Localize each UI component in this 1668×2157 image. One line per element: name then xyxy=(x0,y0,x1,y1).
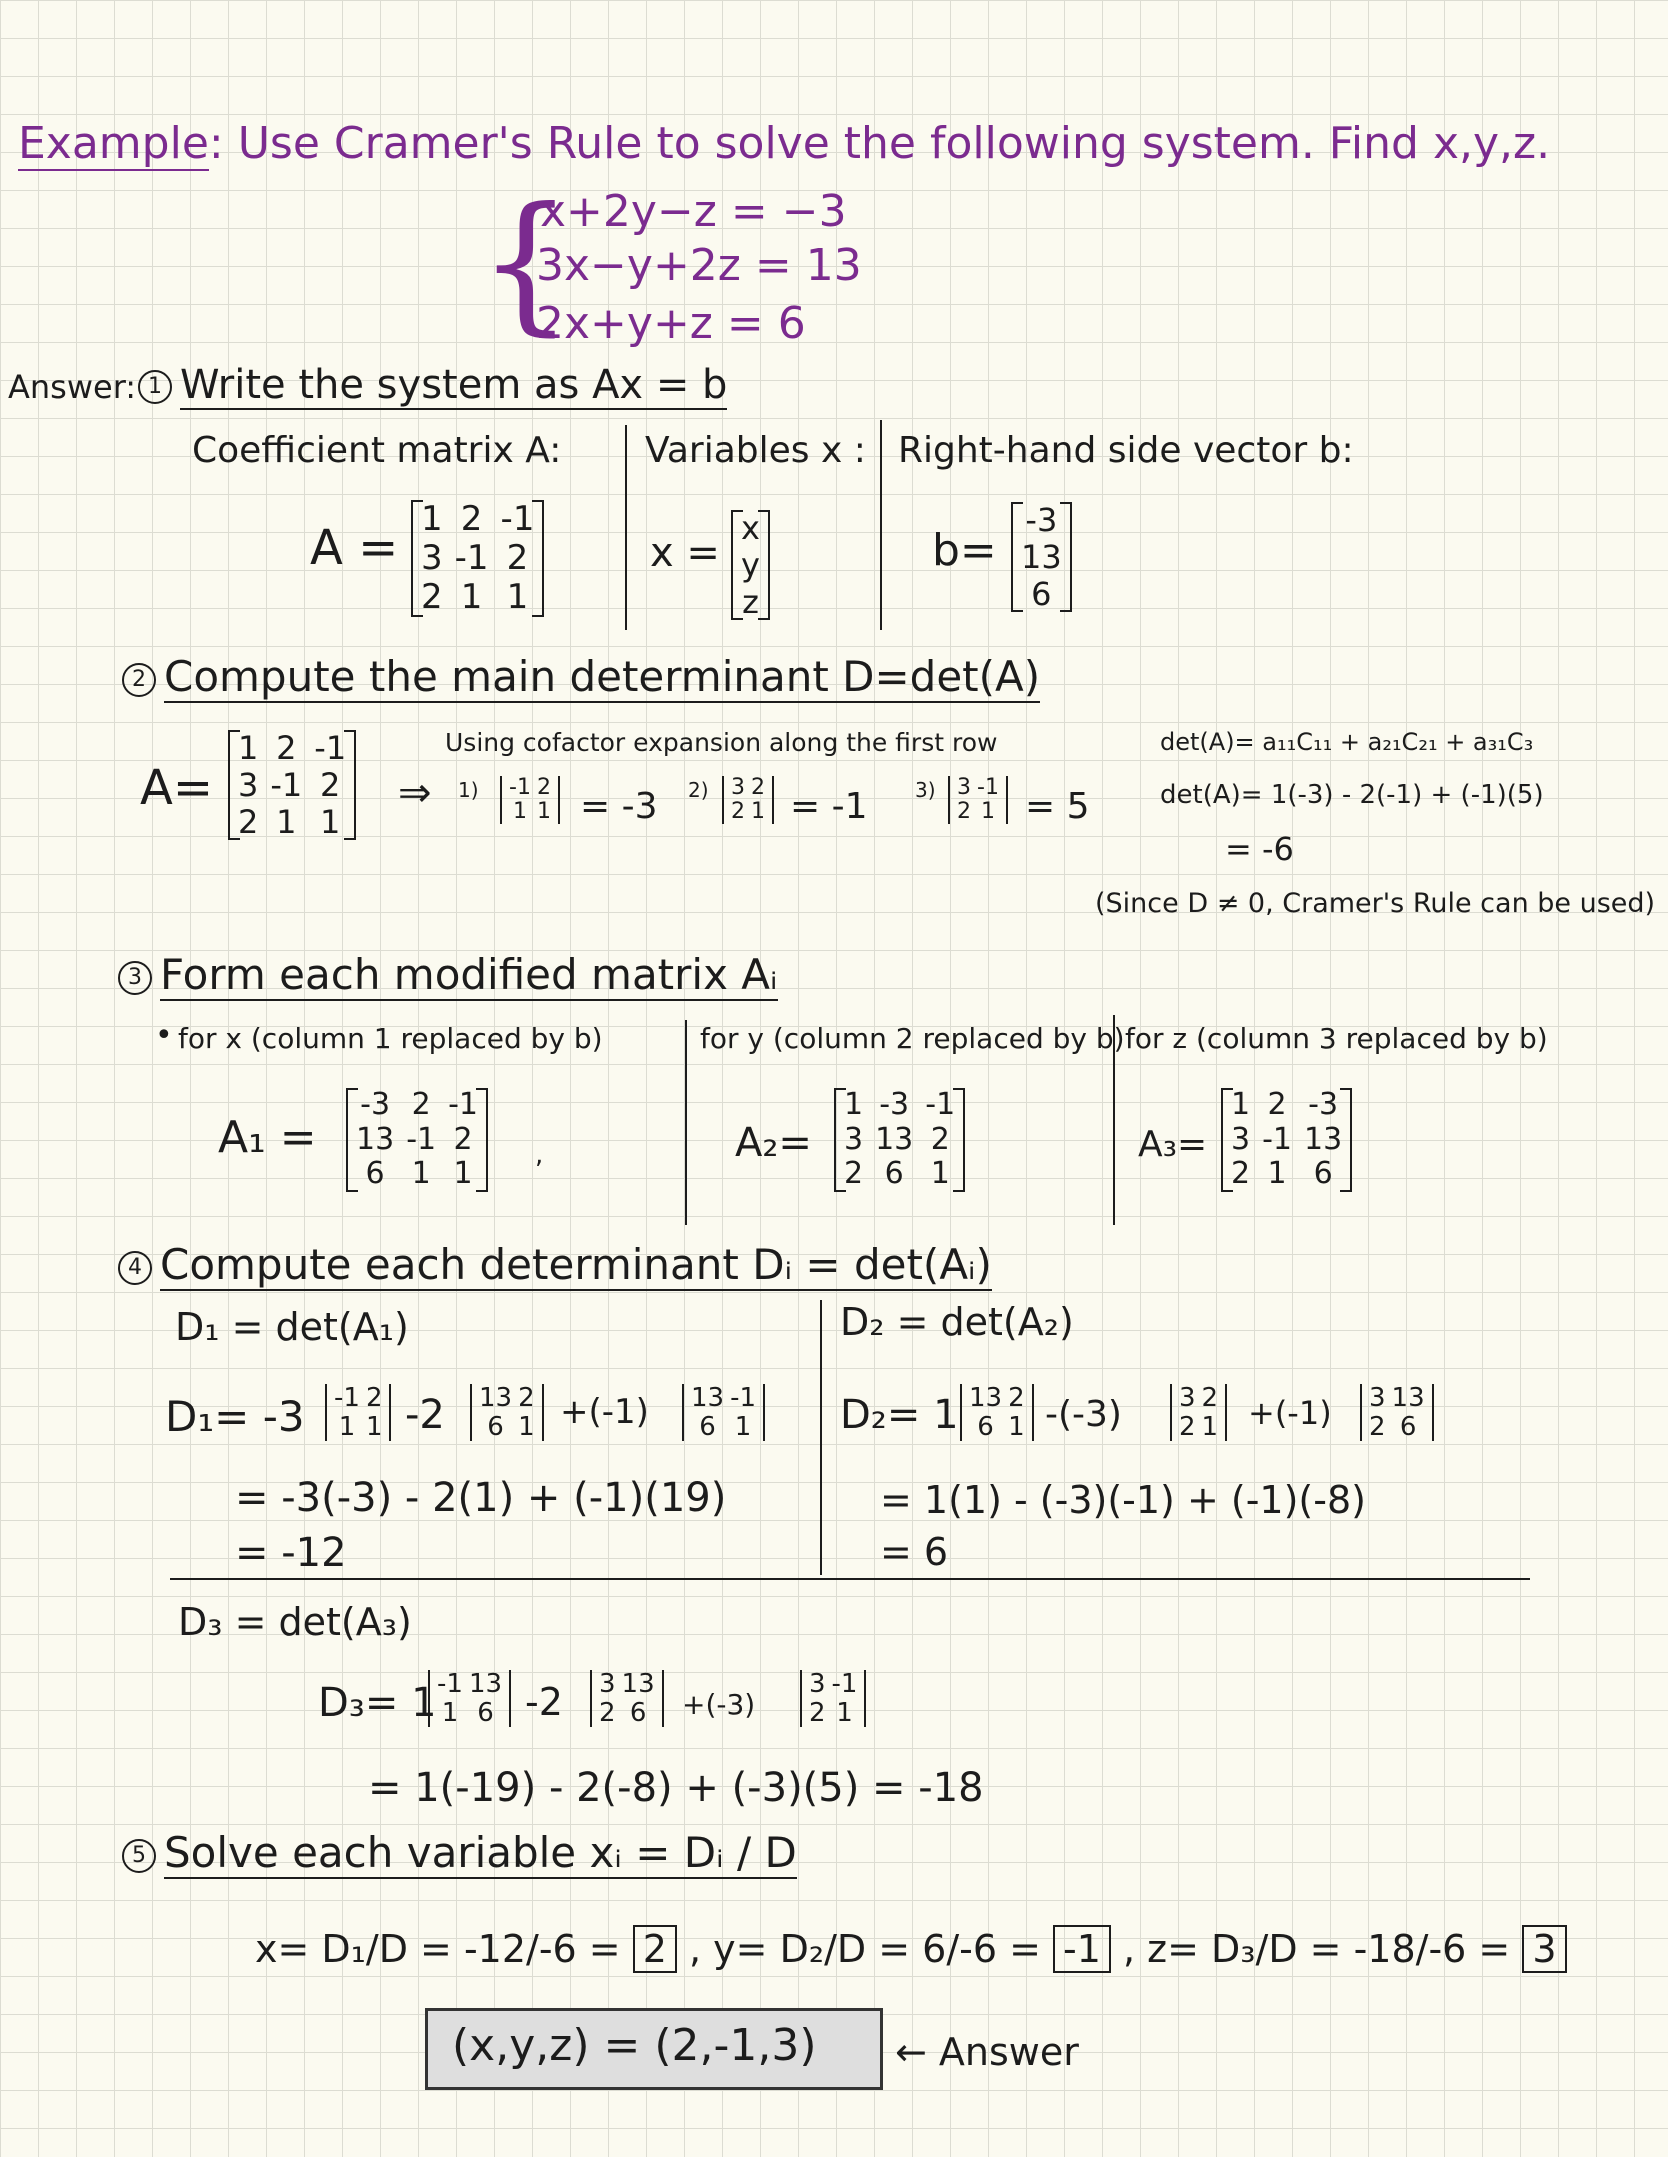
matrix-A-entry: -1 xyxy=(454,538,489,579)
example-label: Example xyxy=(18,118,209,169)
D1-minor-2-row xyxy=(476,1384,538,1413)
minor-2-row xyxy=(728,776,768,800)
D3-minor-3 xyxy=(800,1670,866,1727)
matrix-A1-entry: 13 xyxy=(356,1121,395,1157)
minor-3-label: 3) xyxy=(915,778,936,802)
matrix-A-step2-row xyxy=(232,767,352,804)
matrix-A-row xyxy=(415,578,540,617)
vector-b-entry: 6 xyxy=(1031,574,1052,613)
matrix-A-entry: -1 xyxy=(500,499,535,539)
matrix-A1-entry: -3 xyxy=(360,1087,391,1122)
D2-line2: = 1(1) - (-3)(-1) + (-1)(-8) xyxy=(880,1478,1366,1522)
matrix-A1-row xyxy=(350,1123,484,1158)
minor-2-row xyxy=(728,800,768,824)
D3-minor-1-entry: -1 xyxy=(437,1669,463,1699)
var-label: Variables x : xyxy=(645,430,866,471)
matrix-A-row xyxy=(415,500,540,539)
D3-term-2: +(-3) xyxy=(682,1688,756,1721)
D3-minor-2-entry: 6 xyxy=(629,1697,647,1728)
vector-x xyxy=(735,510,766,620)
minor-1-entry: 2 xyxy=(536,775,551,800)
vector-x-entry: y xyxy=(741,545,760,584)
step2-title: Compute the main determinant D=det(A) xyxy=(164,652,1041,701)
matrix-A1-entry: 1 xyxy=(453,1156,473,1191)
D1-minor-1-row xyxy=(331,1384,385,1413)
A1-name: A₁ = xyxy=(218,1112,317,1163)
D1-minor-1-entry: 1 xyxy=(365,1411,383,1442)
minor-2 xyxy=(722,776,774,824)
D3-minor-1-entry: 1 xyxy=(441,1697,459,1728)
D2-minor-1-entry: 13 xyxy=(969,1383,1003,1413)
matrix-A1-entry: 2 xyxy=(411,1087,431,1122)
D1-minor-3-row xyxy=(688,1413,759,1442)
A2-name: A= xyxy=(140,760,214,816)
bullet: • xyxy=(155,1018,173,1053)
step3-title: Form each modified matrix Aᵢ xyxy=(160,950,778,999)
minor-2-entry: 3 xyxy=(731,775,745,800)
D2-minor-2-entry: 1 xyxy=(1201,1411,1219,1442)
matrix-A-entry: 2 xyxy=(421,577,443,618)
answer-tag: ← Answer xyxy=(895,2030,1079,2074)
matrix-A1 xyxy=(350,1088,484,1192)
matrix-A-entry: 3 xyxy=(421,538,443,579)
D1-minor-2-entry: 2 xyxy=(518,1383,535,1413)
step4-number: 4 xyxy=(118,1251,152,1285)
step1-number: 1 xyxy=(138,370,172,404)
matrix-A-step2-entry: 2 xyxy=(238,802,259,841)
step3-divider-1 xyxy=(685,1020,687,1225)
example-prompt: : Use Cramer's Rule to solve the following system. Find x,y,z. xyxy=(208,118,1551,169)
D1-line3: = -12 xyxy=(235,1530,347,1576)
matrix-A1-entry: 1 xyxy=(411,1156,431,1191)
D3-head: D₃ = det(A₃) xyxy=(178,1600,412,1644)
matrix-A-step2-entry: -1 xyxy=(270,765,303,804)
matrix-A3-entry: -3 xyxy=(1308,1087,1339,1122)
D2-term-1: -(-3) xyxy=(1045,1394,1122,1435)
y-expression: , y= D₂/D = 6/-6 = xyxy=(689,1927,1041,1971)
D1-minor-3-entry: 1 xyxy=(734,1411,752,1442)
D1-minor-2-entry: 13 xyxy=(479,1383,513,1413)
D3-minor-3-entry: -1 xyxy=(831,1669,858,1699)
x-name: x = xyxy=(650,530,720,576)
matrix-A3-entry: 2 xyxy=(1267,1087,1287,1122)
minor-1-entry: 1 xyxy=(536,799,551,825)
D3-minor-1-row xyxy=(434,1670,505,1699)
x-value: 2 xyxy=(633,1925,677,1973)
D2-minor-1-entry: 1 xyxy=(1008,1411,1025,1442)
D2-minor-3-row xyxy=(1366,1384,1428,1413)
D1-prefix: D₁= -3 xyxy=(165,1392,305,1441)
step4-separator xyxy=(170,1578,1530,1580)
D2-minor-1-row xyxy=(966,1384,1028,1413)
y-value: -1 xyxy=(1053,1925,1111,1973)
D3-minor-1-entry: 13 xyxy=(468,1669,503,1699)
matrix-A1-entry: -1 xyxy=(448,1087,479,1122)
matrix-A2-entry: -3 xyxy=(879,1087,910,1122)
step5-number: 5 xyxy=(122,1839,156,1873)
step2-heading xyxy=(122,652,1040,701)
minor-3-row xyxy=(954,776,1002,800)
D2-minor-2 xyxy=(1170,1384,1227,1441)
minor-1-value: = -3 xyxy=(580,786,658,827)
minor-3-entry: 3 xyxy=(957,775,971,800)
A2-name: A₂= xyxy=(735,1120,812,1166)
matrix-A-step2-row xyxy=(232,730,352,767)
D2-minor-1-row xyxy=(966,1413,1028,1442)
step4-title: Compute each determinant Dᵢ = det(Aᵢ) xyxy=(160,1240,992,1289)
example-title xyxy=(18,118,1550,169)
matrix-A3-entry: 3 xyxy=(1231,1121,1251,1157)
z-value: 3 xyxy=(1522,1925,1566,1973)
D1-minor-1-entry: 2 xyxy=(365,1383,383,1413)
minor-3-entry: -1 xyxy=(977,775,999,800)
matrix-A-step2-entry: 1 xyxy=(238,729,259,767)
matrix-A-step2-entry: -1 xyxy=(314,729,347,767)
step4-heading xyxy=(118,1240,992,1289)
A3-name: A₃= xyxy=(1138,1124,1208,1165)
D2-minor-2-entry: 2 xyxy=(1179,1411,1196,1442)
matrix-A3-entry: -1 xyxy=(1262,1121,1293,1157)
matrix-A3-entry: 2 xyxy=(1231,1156,1251,1191)
minor-3-value: = 5 xyxy=(1025,786,1090,827)
step3-divider-2 xyxy=(1113,1015,1115,1225)
matrix-A2-row xyxy=(838,1123,961,1158)
matrix-A2-entry: 1 xyxy=(844,1087,864,1122)
step3-number: 3 xyxy=(118,961,152,995)
minor-1-row xyxy=(506,776,554,800)
D3-minor-1-row xyxy=(434,1699,505,1728)
matrix-A3-entry: 1 xyxy=(1231,1087,1251,1122)
D2-minor-3-entry: 13 xyxy=(1391,1383,1425,1413)
D1-minor-3-row xyxy=(688,1384,759,1413)
matrix-A1-row xyxy=(350,1157,484,1192)
matrix-A1-entry: 2 xyxy=(453,1121,473,1157)
step1-title: Write the system as Ax = b xyxy=(180,362,728,408)
minor-2-entry: 1 xyxy=(751,799,765,825)
matrix-A3-entry: 6 xyxy=(1313,1156,1333,1191)
minor-3-row xyxy=(954,800,1002,824)
A1-comma: , xyxy=(535,1140,544,1170)
matrix-A3-row xyxy=(1225,1157,1348,1192)
D3-minor-1-entry: 6 xyxy=(477,1697,494,1728)
matrix-A1-entry: 6 xyxy=(365,1156,385,1191)
D2-minor-1-entry: 6 xyxy=(977,1411,994,1442)
D2-minor-3-entry: 3 xyxy=(1369,1383,1386,1413)
D1-minor-3-entry: 6 xyxy=(699,1411,716,1442)
matrix-A3 xyxy=(1225,1088,1348,1192)
D1-minor-1-row xyxy=(331,1413,385,1442)
D1-minor-2-entry: 1 xyxy=(518,1411,535,1442)
D3-minor-3-row xyxy=(806,1699,860,1728)
matrix-A-entry: 2 xyxy=(460,499,483,539)
A-name: A = xyxy=(310,520,399,576)
x-expression: x= D₁/D = -12/-6 = xyxy=(255,1927,621,1971)
minor-3 xyxy=(948,776,1008,824)
final-answer: (x,y,z) = (2,-1,3) xyxy=(452,2020,817,2071)
D2-head: D₂ = det(A₂) xyxy=(840,1300,1074,1344)
matrix-A1-row xyxy=(350,1088,484,1123)
matrix-A3-entry: 13 xyxy=(1304,1121,1343,1157)
answer-label: Answer: xyxy=(8,368,137,406)
system-brace: { xyxy=(478,176,574,350)
D3-line2: = 1(-19) - 2(-8) + (-3)(5) = -18 xyxy=(368,1765,984,1811)
D2-minor-3 xyxy=(1360,1384,1434,1441)
minor-3-entry: 2 xyxy=(957,799,971,825)
D2-line3: = 6 xyxy=(880,1530,949,1574)
vector-x-entry: x xyxy=(741,509,760,547)
step3-heading xyxy=(118,950,778,999)
rhs-label: Right-hand side vector b: xyxy=(898,430,1354,471)
D3-minor-1 xyxy=(428,1670,511,1727)
b-name: b= xyxy=(932,525,997,576)
vector-x-entry: z xyxy=(742,582,759,621)
matrix-A2-entry: 13 xyxy=(875,1121,914,1157)
D3-minor-3-entry: 3 xyxy=(809,1669,826,1699)
matrix-A-entry: 2 xyxy=(506,538,529,579)
D1-minor-2 xyxy=(470,1384,544,1441)
matrix-A3-entry: 1 xyxy=(1267,1156,1287,1191)
D2-minor-2-row xyxy=(1176,1384,1221,1413)
implies-arrow: ⇒ xyxy=(398,770,432,816)
D2-minor-1-entry: 2 xyxy=(1008,1383,1025,1413)
matrix-A2-entry: 6 xyxy=(884,1156,904,1191)
D1-minor-1 xyxy=(325,1384,391,1441)
matrix-A2-entry: 3 xyxy=(844,1121,864,1157)
D1-head: D₁ = det(A₁) xyxy=(175,1305,409,1349)
minor-2-entry: 2 xyxy=(731,799,745,825)
det-result: = -6 xyxy=(1225,830,1294,868)
D1-minor-3 xyxy=(682,1384,765,1441)
D3-term-1: -2 xyxy=(525,1680,563,1724)
matrix-A-row xyxy=(415,539,540,578)
D3-minor-3-entry: 1 xyxy=(836,1697,853,1728)
vector-b-entry: 13 xyxy=(1021,537,1062,576)
system-eq-2: 3x−y+2z = 13 xyxy=(536,240,862,291)
D3-minor-3-entry: 2 xyxy=(809,1697,826,1728)
minor-2-label: 2) xyxy=(688,778,709,802)
system-eq-3: 2x+y+z = 6 xyxy=(536,298,806,349)
solve-line xyxy=(255,1925,1567,1973)
D3-minor-2-entry: 2 xyxy=(599,1697,616,1728)
minor-2-value: = -1 xyxy=(790,786,868,827)
matrix-A2-row xyxy=(838,1157,961,1192)
for-y-label: for y (column 2 replaced by b) xyxy=(700,1022,1125,1055)
D3-prefix: D₃= 1 xyxy=(318,1680,437,1726)
vector-b xyxy=(1015,502,1068,612)
D2-minor-3-entry: 2 xyxy=(1369,1411,1386,1442)
matrix-A-step2-entry: 2 xyxy=(276,729,297,767)
det-expansion: det(A)= 1(-3) - 2(-1) + (-1)(5) xyxy=(1160,780,1544,810)
minor-1-entry: -1 xyxy=(509,775,531,800)
D2-prefix: D₂= 1 xyxy=(840,1392,959,1438)
D1-minor-1-entry: -1 xyxy=(334,1383,360,1413)
step4-divider xyxy=(820,1300,822,1575)
D3-minor-2-row xyxy=(596,1699,658,1728)
cramer-note: (Since D ≠ 0, Cramer's Rule can be used) xyxy=(1095,888,1656,919)
matrix-A-step2-row xyxy=(232,804,352,841)
matrix-A-step2-entry: 2 xyxy=(320,765,341,804)
D2-term-2: +(-1) xyxy=(1248,1394,1332,1432)
matrix-A-entry: 1 xyxy=(460,577,483,618)
matrix-A-step2 xyxy=(232,730,352,840)
D1-minor-3-entry: -1 xyxy=(730,1383,757,1413)
D3-minor-2-row xyxy=(596,1670,658,1699)
matrix-A2-entry: 2 xyxy=(844,1156,864,1191)
matrix-A-step2-entry: 3 xyxy=(238,765,259,804)
D3-minor-3-row xyxy=(806,1670,860,1699)
D3-minor-2-entry: 3 xyxy=(599,1669,616,1699)
D2-minor-2-entry: 3 xyxy=(1179,1383,1196,1413)
matrix-A-step2-entry: 1 xyxy=(276,802,297,841)
D1-minor-3-entry: 13 xyxy=(691,1383,725,1413)
D2-minor-3-entry: 6 xyxy=(1399,1411,1417,1442)
step1-divider-2 xyxy=(880,420,882,630)
minor-3-entry: 1 xyxy=(980,799,995,825)
D3-minor-2 xyxy=(590,1670,664,1727)
matrix-A xyxy=(415,500,540,617)
D2-minor-3-row xyxy=(1366,1413,1428,1442)
matrix-A2 xyxy=(838,1088,961,1192)
step5-heading xyxy=(122,1828,797,1877)
minor-1 xyxy=(500,776,560,824)
D2-minor-1 xyxy=(960,1384,1034,1441)
D1-minor-2-entry: 6 xyxy=(487,1411,504,1442)
minor-2-entry: 2 xyxy=(751,775,765,800)
matrix-A2-entry: -1 xyxy=(925,1087,956,1122)
D1-minor-2-row xyxy=(476,1413,538,1442)
coef-label: Coefficient matrix A: xyxy=(192,430,562,471)
step1-heading xyxy=(138,362,727,408)
step1-divider-1 xyxy=(625,425,627,630)
system-eq-1: x+2y−z = −3 xyxy=(540,186,847,237)
D1-minor-1-entry: 1 xyxy=(338,1411,356,1442)
vector-b-entry: -3 xyxy=(1025,501,1058,539)
D2-minor-2-row xyxy=(1176,1413,1221,1442)
matrix-A3-row xyxy=(1225,1088,1348,1123)
D2-minor-2-entry: 2 xyxy=(1201,1383,1219,1413)
matrix-A-step2-entry: 1 xyxy=(320,802,341,841)
step2-number: 2 xyxy=(122,663,156,697)
matrix-A-entry: 1 xyxy=(421,499,443,539)
D1-term-2: +(-1) xyxy=(560,1392,649,1432)
D1-term-1: -2 xyxy=(405,1392,445,1438)
det-formula: det(A)= a₁₁C₁₁ + a₂₁C₂₁ + a₃₁C₃ xyxy=(1160,728,1534,756)
matrix-A-entry: 1 xyxy=(506,577,529,618)
D1-line2: = -3(-3) - 2(1) + (-1)(19) xyxy=(235,1475,727,1521)
matrix-A2-entry: 2 xyxy=(930,1121,950,1157)
D3-minor-2-entry: 13 xyxy=(621,1669,655,1699)
for-z-label: for z (column 3 replaced by b) xyxy=(1125,1022,1548,1055)
step5-title: Solve each variable xᵢ = Dᵢ / D xyxy=(164,1828,797,1877)
matrix-A1-entry: -1 xyxy=(406,1121,437,1157)
cofactor-note: Using cofactor expansion along the first row xyxy=(445,728,998,757)
matrix-A3-row xyxy=(1225,1123,1348,1158)
for-x-label: for x (column 1 replaced by b) xyxy=(178,1022,603,1055)
minor-1-label: 1) xyxy=(458,778,479,802)
matrix-A2-row xyxy=(838,1088,961,1123)
minor-1-entry: 1 xyxy=(512,799,527,825)
z-expression: , z= D₃/D = -18/-6 = xyxy=(1123,1927,1511,1971)
minor-1-row xyxy=(506,800,554,824)
matrix-A2-entry: 1 xyxy=(930,1156,950,1191)
